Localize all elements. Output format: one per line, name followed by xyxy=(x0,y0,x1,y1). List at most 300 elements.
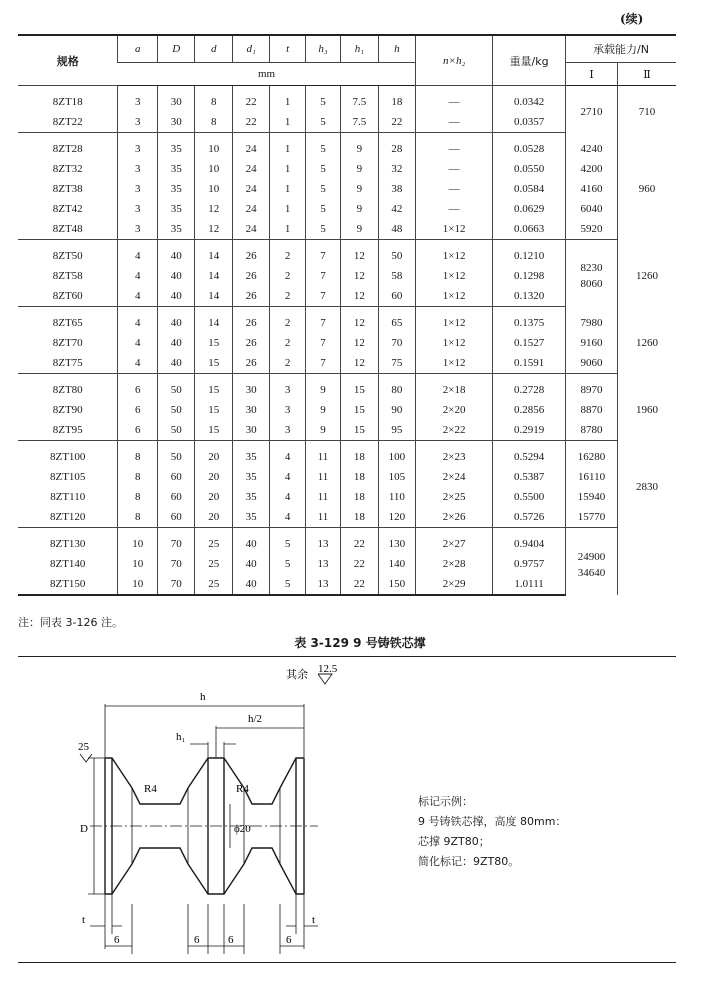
spec-cell: 8ZT140 xyxy=(49,558,86,570)
spec-cell: 8ZT110 xyxy=(50,491,86,503)
value-cell: 14 xyxy=(195,286,232,307)
capacity-i-cell: 4240 xyxy=(566,133,618,160)
value-cell: 8 xyxy=(195,86,232,113)
value-cell: 12 xyxy=(341,333,378,353)
value-cell: 60 xyxy=(378,286,415,307)
header-cap-i: Ⅰ xyxy=(566,63,618,86)
weight-cell: 0.1527 xyxy=(493,333,566,353)
value-cell: 2 xyxy=(270,333,305,353)
value-cell: 4 xyxy=(270,507,305,528)
value-cell: 3 xyxy=(270,374,305,401)
value-cell: 12 xyxy=(341,266,378,286)
value-cell: 20 xyxy=(195,467,232,487)
dim-h-half-label: h/2 xyxy=(248,713,263,725)
value-cell: 4 xyxy=(270,467,305,487)
value-cell: 22 xyxy=(341,554,378,574)
spec-cell: 8ZT42 xyxy=(52,203,83,215)
value-cell: 8 xyxy=(118,441,158,468)
spec-cell: 8ZT70 xyxy=(52,337,83,349)
value-cell: 15 xyxy=(195,400,232,420)
value-cell: 40 xyxy=(232,574,269,595)
value-cell: 40 xyxy=(158,353,195,374)
value-cell: 2 xyxy=(270,307,305,334)
value-cell: 30 xyxy=(232,374,269,401)
value-cell: 10 xyxy=(195,159,232,179)
header-col-h3: h₃ xyxy=(305,35,340,63)
value-cell: 1 xyxy=(270,159,305,179)
dim-6a-label: 6 xyxy=(114,934,120,946)
value-cell: 24 xyxy=(232,179,269,199)
profile-top xyxy=(105,758,304,804)
table-row xyxy=(18,179,676,199)
value-cell: 18 xyxy=(341,487,378,507)
value-cell: 100 xyxy=(378,441,415,468)
value-cell: 50 xyxy=(378,240,415,267)
capacity-i-cell: 8970 xyxy=(566,374,618,401)
capacity-i-value: 2710 xyxy=(580,106,603,119)
weight-cell: 0.9404 xyxy=(493,528,566,555)
value-cell: 28 xyxy=(378,133,415,160)
table-row xyxy=(18,400,676,420)
value-cell: 7 xyxy=(305,286,340,307)
value-cell: 70 xyxy=(378,333,415,353)
value-cell: 4 xyxy=(118,286,158,307)
header-col-d1: d₁ xyxy=(232,35,269,63)
capacity-ii-cell: 960 xyxy=(618,133,676,240)
capacity-ii-cell xyxy=(618,528,676,596)
value-cell: 60 xyxy=(158,467,195,487)
header-col-t: t xyxy=(270,35,305,63)
value-cell: 1 xyxy=(270,219,305,240)
value-cell: 35 xyxy=(232,507,269,528)
weight-cell: 0.0342 xyxy=(493,86,566,113)
value-cell: 60 xyxy=(158,487,195,507)
table-row xyxy=(18,374,676,401)
header-col-h: h xyxy=(378,35,415,63)
value-cell: 22 xyxy=(378,112,415,133)
value-cell: 3 xyxy=(118,86,158,113)
spec-cell: 8ZT150 xyxy=(18,574,118,595)
value-cell: 50 xyxy=(158,374,195,401)
value-cell: 20 xyxy=(195,441,232,468)
value-cell: 9 xyxy=(341,219,378,240)
value-cell: 4 xyxy=(118,333,158,353)
value-cell: 7 xyxy=(305,307,340,334)
value-cell: 35 xyxy=(158,133,195,160)
core-support-drawing xyxy=(60,664,360,964)
value-cell: 26 xyxy=(232,307,269,334)
value-cell: 15 xyxy=(195,420,232,441)
value-cell: 40 xyxy=(158,307,195,334)
nh2-cell: — xyxy=(416,159,493,179)
table-row xyxy=(18,528,676,555)
capacity-i-value: 24900 xyxy=(577,550,606,563)
dim-6b-label: 6 xyxy=(194,934,200,946)
profile-bottom xyxy=(105,848,304,894)
continued-label: (续) xyxy=(620,12,644,26)
value-cell: 15 xyxy=(195,353,232,374)
value-cell: 9 xyxy=(305,400,340,420)
nh2-cell: 1×12 xyxy=(416,266,493,286)
value-cell: 35 xyxy=(232,467,269,487)
value-cell: 10 xyxy=(118,574,158,595)
value-cell: 1 xyxy=(270,199,305,219)
dim-h1-label: h₁ xyxy=(176,731,186,743)
value-cell: 35 xyxy=(158,219,195,240)
value-cell: 25 xyxy=(195,528,232,555)
spec-cell: 8ZT65 xyxy=(52,317,83,329)
weight-cell: 0.1298 xyxy=(493,266,566,286)
table-row xyxy=(18,133,676,160)
spec-cell: 8ZT120 xyxy=(18,507,118,528)
weight-cell: 0.0663 xyxy=(493,219,566,240)
nh2-cell: — xyxy=(416,179,493,199)
value-cell: 11 xyxy=(305,467,340,487)
value-cell: 9 xyxy=(341,133,378,160)
value-cell: 5 xyxy=(305,219,340,240)
value-cell: 12 xyxy=(341,286,378,307)
value-cell: 130 xyxy=(378,528,415,555)
capacity-ii-cell: 1960 xyxy=(618,374,676,441)
value-cell: 32 xyxy=(378,159,415,179)
value-cell: 14 xyxy=(195,266,232,286)
capacity-i-cell: 7980 xyxy=(566,307,618,334)
value-cell: 40 xyxy=(232,554,269,574)
value-cell: 18 xyxy=(341,441,378,468)
spec-cell: 8ZT105 xyxy=(49,471,86,483)
value-cell: 26 xyxy=(232,333,269,353)
value-cell: 105 xyxy=(378,467,415,487)
value-cell: 50 xyxy=(158,420,195,441)
nh2-cell: 2×20 xyxy=(416,400,493,420)
value-cell: 2 xyxy=(270,266,305,286)
value-cell: 7 xyxy=(305,240,340,267)
capacity-i-cell: 4200 xyxy=(566,159,618,179)
weight-cell: 0.1320 xyxy=(493,286,566,307)
capacity-ii-cell: 1260 xyxy=(618,240,676,307)
value-cell: 13 xyxy=(305,554,340,574)
value-cell: 10 xyxy=(118,554,158,574)
capacity-i-cell: 4160 xyxy=(566,179,618,199)
value-cell: 4 xyxy=(118,307,158,334)
value-cell: 5 xyxy=(305,179,340,199)
value-cell: 11 xyxy=(305,441,340,468)
weight-cell: 0.0528 xyxy=(493,133,566,160)
nh2-cell: 2×28 xyxy=(416,554,493,574)
dim-6d-label: 6 xyxy=(286,934,292,946)
value-cell: 35 xyxy=(158,159,195,179)
value-cell: 30 xyxy=(232,400,269,420)
value-cell: 20 xyxy=(195,507,232,528)
table-row xyxy=(18,467,676,487)
value-cell: 12 xyxy=(195,199,232,219)
spec-cell: 8ZT75 xyxy=(18,353,118,374)
header-capacity: 承载能力/N xyxy=(566,35,676,63)
spec-cell: 8ZT130 xyxy=(49,538,86,550)
example-line3: 简化标记：9ZT80。 xyxy=(418,855,520,868)
value-cell: 40 xyxy=(158,240,195,267)
spec-cell: 8ZT60 xyxy=(18,286,118,307)
value-cell: 3 xyxy=(118,219,158,240)
value-cell: 3 xyxy=(118,159,158,179)
value-cell: 40 xyxy=(158,266,195,286)
weight-cell: 0.0584 xyxy=(493,179,566,199)
spec-cell: 8ZT22 xyxy=(18,112,118,133)
rest-roughness-label: 其余 xyxy=(286,668,308,681)
left-roughness-label: 25 xyxy=(78,741,89,753)
value-cell: 4 xyxy=(118,240,158,267)
value-cell: 11 xyxy=(305,487,340,507)
value-cell: 75 xyxy=(378,353,415,374)
nh2-cell: 1×12 xyxy=(416,353,493,374)
value-cell: 35 xyxy=(232,487,269,507)
example-line2: 芯撑 9ZT80； xyxy=(418,835,490,848)
value-cell: 5 xyxy=(305,133,340,160)
value-cell: 12 xyxy=(341,240,378,267)
value-cell: 22 xyxy=(341,574,378,595)
capacity-i-cell: 16110 xyxy=(566,467,618,487)
value-cell: 5 xyxy=(305,112,340,133)
dim-t-right-label: t xyxy=(312,914,316,926)
value-cell: 58 xyxy=(378,266,415,286)
table-row xyxy=(18,86,676,113)
value-cell: 15 xyxy=(195,333,232,353)
header-col-a: a xyxy=(118,35,158,63)
capacity-i-value: 8060 xyxy=(580,278,603,291)
spec-cell: 8ZT38 xyxy=(52,183,83,195)
value-cell: 4 xyxy=(270,487,305,507)
value-cell: 9 xyxy=(305,420,340,441)
header-weight: 重量/kg xyxy=(493,35,566,86)
value-cell: 3 xyxy=(118,112,158,133)
value-cell: 6 xyxy=(118,374,158,401)
value-cell: 15 xyxy=(341,400,378,420)
weight-cell: 0.5726 xyxy=(493,507,566,528)
roughness-symbol xyxy=(318,674,332,684)
weight-cell: 0.1375 xyxy=(493,307,566,334)
value-cell: 5 xyxy=(270,554,305,574)
value-cell: 13 xyxy=(305,574,340,595)
value-cell: 3 xyxy=(118,179,158,199)
header-col-D: D xyxy=(158,35,195,63)
value-cell: 5 xyxy=(305,199,340,219)
value-cell: 6 xyxy=(118,400,158,420)
value-cell: 1 xyxy=(270,133,305,160)
value-cell: 2 xyxy=(270,240,305,267)
value-cell: 14 xyxy=(195,307,232,334)
value-cell: 7 xyxy=(305,333,340,353)
value-cell: 3 xyxy=(270,420,305,441)
weight-cell: 0.5294 xyxy=(493,441,566,468)
value-cell: 70 xyxy=(158,554,195,574)
nh2-cell: 1×12 xyxy=(416,219,493,240)
spec-cell: 8ZT50 xyxy=(52,250,83,262)
capacity-i-value: 34640 xyxy=(577,566,606,579)
capacity-i-cell: 9160 xyxy=(566,333,618,353)
marking-example xyxy=(418,792,566,872)
value-cell: 8 xyxy=(118,487,158,507)
capacity-i-cell: 15940 xyxy=(566,487,618,507)
value-cell: 9 xyxy=(305,374,340,401)
value-cell: 26 xyxy=(232,240,269,267)
value-cell: 26 xyxy=(232,266,269,286)
header-spec: 规格 xyxy=(18,35,118,86)
weight-cell: 0.2728 xyxy=(493,374,566,401)
value-cell: 1 xyxy=(270,112,305,133)
value-cell: 5 xyxy=(270,574,305,595)
bottom-rule xyxy=(18,962,676,963)
capacity-ii-cell: 2830 xyxy=(618,441,676,528)
nh2-cell: 2×27 xyxy=(416,528,493,555)
value-cell: 26 xyxy=(232,286,269,307)
dim-D-label: D xyxy=(80,823,88,835)
table-note: 注：同表 3-126 注。 xyxy=(18,616,123,629)
value-cell: 7 xyxy=(305,266,340,286)
value-cell: 24 xyxy=(232,159,269,179)
value-cell: 18 xyxy=(341,507,378,528)
nh2-cell: 2×29 xyxy=(416,574,493,595)
capacity-i-cell: 6040 xyxy=(566,199,618,219)
value-cell: 70 xyxy=(158,574,195,595)
value-cell: 8 xyxy=(118,467,158,487)
nh2-cell: 1×12 xyxy=(416,307,493,334)
table-row xyxy=(18,353,676,374)
value-cell: 5 xyxy=(270,528,305,555)
spec-cell: 8ZT100 xyxy=(49,451,86,463)
value-cell: 11 xyxy=(305,507,340,528)
value-cell: 50 xyxy=(158,400,195,420)
value-cell: 42 xyxy=(378,199,415,219)
nh2-cell: 1×12 xyxy=(416,240,493,267)
capacity-i-cell: 15770 xyxy=(566,507,618,528)
value-cell: 35 xyxy=(158,179,195,199)
capacity-i-cell xyxy=(566,240,618,307)
value-cell: 8 xyxy=(118,507,158,528)
value-cell: 15 xyxy=(341,420,378,441)
capacity-i-cell xyxy=(566,86,618,133)
example-line1: 9 号铸铁芯撑，高度 80mm： xyxy=(418,815,567,828)
value-cell: 40 xyxy=(232,528,269,555)
value-cell: 7.5 xyxy=(341,86,378,113)
spec-cell: 8ZT90 xyxy=(52,404,83,416)
value-cell: 10 xyxy=(195,179,232,199)
weight-cell: 0.0550 xyxy=(493,159,566,179)
value-cell: 3 xyxy=(270,400,305,420)
value-cell: 25 xyxy=(195,554,232,574)
value-cell: 22 xyxy=(232,112,269,133)
spec-cell: 8ZT58 xyxy=(52,270,83,282)
value-cell: 40 xyxy=(158,286,195,307)
value-cell: 7 xyxy=(305,353,340,374)
nh2-cell: 2×23 xyxy=(416,441,493,468)
value-cell: 10 xyxy=(118,528,158,555)
dim-phi20-label: ϕ20 xyxy=(234,823,251,835)
capacity-i-cell: 5920 xyxy=(566,219,618,240)
dim-h-label: h xyxy=(200,691,206,703)
spec-cell: 8ZT28 xyxy=(52,143,83,155)
value-cell: 50 xyxy=(158,441,195,468)
spec-cell: 8ZT32 xyxy=(52,163,83,175)
weight-cell: 0.1591 xyxy=(493,353,566,374)
radius-right-label: R4 xyxy=(236,783,249,795)
table-row xyxy=(18,507,676,528)
capacity-i-cell: 8780 xyxy=(566,420,618,441)
value-cell: 95 xyxy=(378,420,415,441)
value-cell: 80 xyxy=(378,374,415,401)
weight-cell: 0.5387 xyxy=(493,467,566,487)
value-cell: 12 xyxy=(195,219,232,240)
capacity-i-cell: 8870 xyxy=(566,400,618,420)
value-cell: 18 xyxy=(378,86,415,113)
table-row xyxy=(18,159,676,179)
table-row xyxy=(18,487,676,507)
value-cell: 24 xyxy=(232,219,269,240)
spec-cell: 8ZT95 xyxy=(18,420,118,441)
value-cell: 22 xyxy=(232,86,269,113)
table-row xyxy=(18,199,676,219)
value-cell: 9 xyxy=(341,159,378,179)
weight-cell: 0.9757 xyxy=(493,554,566,574)
value-cell: 140 xyxy=(378,554,415,574)
dim-6c-label: 6 xyxy=(228,934,234,946)
spec-table xyxy=(18,34,676,596)
value-cell: 30 xyxy=(158,86,195,113)
value-cell: 38 xyxy=(378,179,415,199)
value-cell: 35 xyxy=(232,441,269,468)
weight-cell: 0.0629 xyxy=(493,199,566,219)
value-cell: 110 xyxy=(378,487,415,507)
value-cell: 30 xyxy=(158,112,195,133)
roughness-value-label: 12.5 xyxy=(318,664,338,675)
table-row xyxy=(18,240,676,267)
value-cell: 14 xyxy=(195,240,232,267)
value-cell: 40 xyxy=(158,333,195,353)
example-title: 标记示例： xyxy=(418,795,473,808)
value-cell: 26 xyxy=(232,353,269,374)
value-cell: 9 xyxy=(341,199,378,219)
nh2-cell: — xyxy=(416,112,493,133)
value-cell: 7.5 xyxy=(341,112,378,133)
nh2-cell: 1×12 xyxy=(416,286,493,307)
header-nh2: n×h₂ xyxy=(416,35,493,86)
value-cell: 30 xyxy=(232,420,269,441)
header-col-h1: h₁ xyxy=(341,35,378,63)
value-cell: 4 xyxy=(270,441,305,468)
capacity-i-cell: 16280 xyxy=(566,441,618,468)
table-row xyxy=(18,333,676,353)
nh2-cell: — xyxy=(416,86,493,113)
value-cell: 24 xyxy=(232,199,269,219)
value-cell: 12 xyxy=(341,307,378,334)
nh2-cell: 2×18 xyxy=(416,374,493,401)
weight-cell: 1.0111 xyxy=(493,574,566,595)
value-cell: 3 xyxy=(118,199,158,219)
table-row xyxy=(18,420,676,441)
value-cell: 65 xyxy=(378,307,415,334)
weight-cell: 0.0357 xyxy=(493,112,566,133)
value-cell: 150 xyxy=(378,574,415,595)
nh2-cell: 2×25 xyxy=(416,487,493,507)
weight-cell: 0.5500 xyxy=(493,487,566,507)
value-cell: 4 xyxy=(118,266,158,286)
nh2-cell: — xyxy=(416,199,493,219)
value-cell: 70 xyxy=(158,528,195,555)
title-rule xyxy=(18,656,676,657)
value-cell: 22 xyxy=(341,528,378,555)
value-cell: 15 xyxy=(195,374,232,401)
nh2-cell: 1×12 xyxy=(416,333,493,353)
value-cell: 9 xyxy=(341,179,378,199)
